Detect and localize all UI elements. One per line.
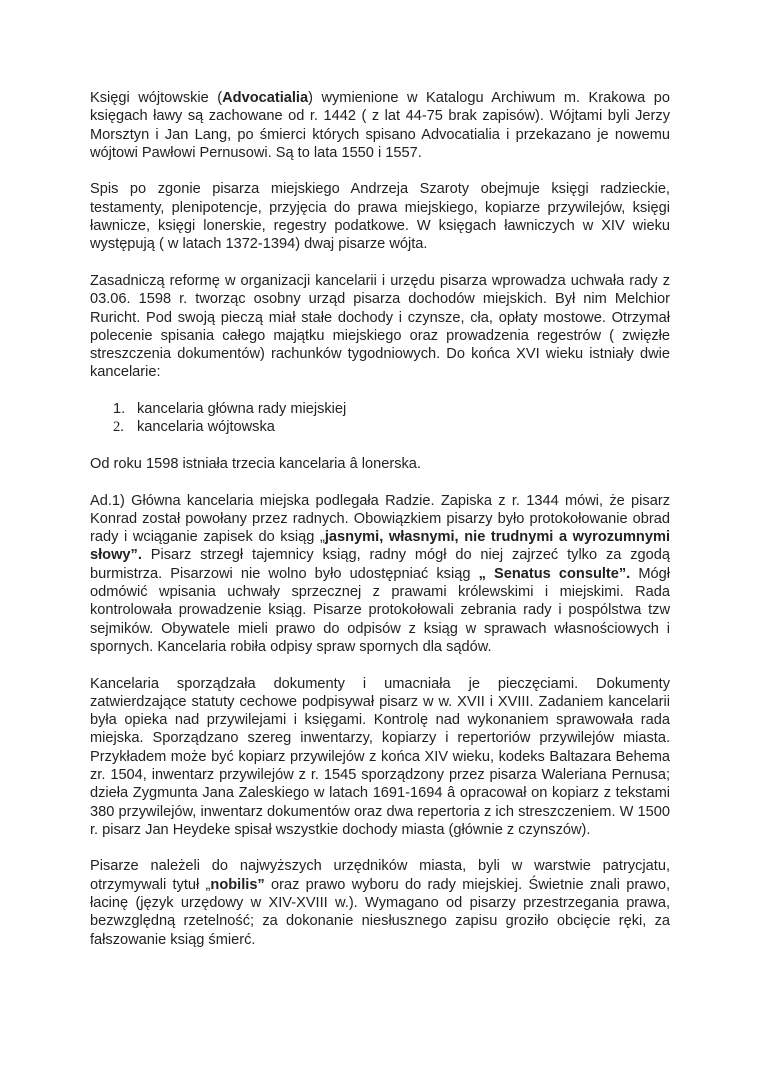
quote-bold: jasnymi, własnymi, nie trudnymi a wyrozumnymi słowy”. xyxy=(90,529,670,564)
document-page xyxy=(90,89,670,967)
list-item-text: kancelaria wójtowska xyxy=(137,419,275,436)
list-item-text: kancelaria główna rady miejskiej xyxy=(137,401,347,418)
chancery-list xyxy=(90,400,670,437)
paragraph-documents-seals: Kancelaria sporządzała dokumenty i umacniała je pieczęciami. Dokumenty zatwierdzające statuty cechowe podpisywał pisarz w w. XVII i XVIII. Zadaniem kancelarii była opieka nad przywilejami i księgami. Kontrolę nad wykonaniem sprawowała rada miejska. Sporządzano szereg inwentarzy, kopiarzy i repertoriów przywilejów miasta. Przykładem może być kopiarz przywilejów z końca XIV wieku, kodeks Baltazara Behema zr. 1504, inwentarz przywilejów z r. 1545 sporządzony przez pisarza Waleriana Pernusa; dzieła Zygmunta Jana Zaleskiego w latach 1691-1694 â opracował on kopiarz z tekstami 380 przywilejów, inwentarz dokumentów oraz dwa repertoria z ich streszczeniem. W 1500 r. pisarz Jan Heydeke spisał wszystkie dochody miasta (głównie z czynszów). xyxy=(90,675,670,838)
senatus-consulte-bold: „ Senatus consulte”. xyxy=(478,565,631,582)
nobilis-bold: nobilis” xyxy=(210,876,265,893)
list-item xyxy=(90,400,670,418)
list-number: 1. xyxy=(113,401,126,418)
term-advocatialia: Advocatialia xyxy=(222,90,309,106)
paragraph-advocatialia: Księgi wójtowskie (Advocatialia) wymienione w Katalogu Archiwum m. Krakowa po księgach ławy są zachowane od r. 1442 ( z lat 44-75 brak zapisów). Wójtami byli Jerzy Morsztyn i Jan Lang, po śmierci których spisano Advocatialia i przekazano je nowemu wójtowi Pawłowi Pernusowi. Są to lata 1550 i 1557. xyxy=(90,90,670,161)
paragraph-scribes-status: Pisarze należeli do najwyższych urzędników miasta, byli w warstwie patrycjatu, otrzymywali tytuł „nobilis” oraz prawo wyboru do rady miejskiej. Świetnie znali prawo, łacinę (język urzędowy w XIV-XVIII w.). Wymagano od pisarzy przestrzegania prawa, bezwzględną rzetelność; za dokonanie niesłusznego zapisu groziło obcięcie ręki, za fałszowanie ksiąg śmierć. xyxy=(90,858,671,948)
paragraph-third-chancery: Od roku 1598 istniała trzecia kancelaria â lonerska. xyxy=(90,455,421,472)
list-item xyxy=(90,418,670,436)
paragraph-main-chancery: Ad.1) Główna kancelaria miejska podlegała Radzie. Zapiska z r. 1344 mówi, że pisarz Konrad został powołany przez radnych. Obowiązkiem pisarzy było protokołowanie obrad rady i wciąganie zapisek do ksiąg „jasnymi, własnymi, nie trudnymi a wyrozumnymi słowy”. Pisarz strzegł tajemnicy ksiąg, radny mógł do niej zajrzeć tylko za zgodą burmistrza. Pisarzowi nie wolno było udostępniać ksiąg „ Senatus consulte”. Mógł odmówić wpisania uchwały sprzecznej z prawami królewskimi i miejskimi. Rada kontrolowała prowadzenie ksiąg. Pisarze protokołowali zebrania rady i pospólstwa tzw sejmików. Obywatele mieli prawo do odpisów z ksiąg w sprawach własnościowych i spornych. Kancelaria robiła odpisy spraw spornych dla sądów. xyxy=(90,492,670,655)
paragraph-szarota-inventory: Spis po zgonie pisarza miejskiego Andrzeja Szaroty obejmuje księgi radzieckie, testamenty, plenipotencje, przyjęcia do prawa miejskiego, kopiarze przywilejów, księgi ławnicze, księgi lonerskie, regestry podatkowe. W księgach ławniczych w XIV wieku występują ( w latach 1372-1394) dwaj pisarze wójta. xyxy=(90,181,670,253)
list-number: 2. xyxy=(113,419,124,436)
paragraph-reform-1598: Zasadniczą reformę w organizacji kancelarii i urzędu pisarza wprowadza uchwała rady z 03.06. 1598 r. tworząc osobny urząd pisarza dochodów miejskich. Był nim Melchior Ruricht. Pod swoją pieczą miał stałe dochody i czynsze, cła, opłaty mostowe. Otrzymał polecenie spisania całego majątku miejskiego oraz prowadzenia regestrów ( zwięzłe streszczenia dokumentów) rachunków tygodniowych. Do końca XVI wieku istniały dwie kancelarie: xyxy=(90,272,670,381)
